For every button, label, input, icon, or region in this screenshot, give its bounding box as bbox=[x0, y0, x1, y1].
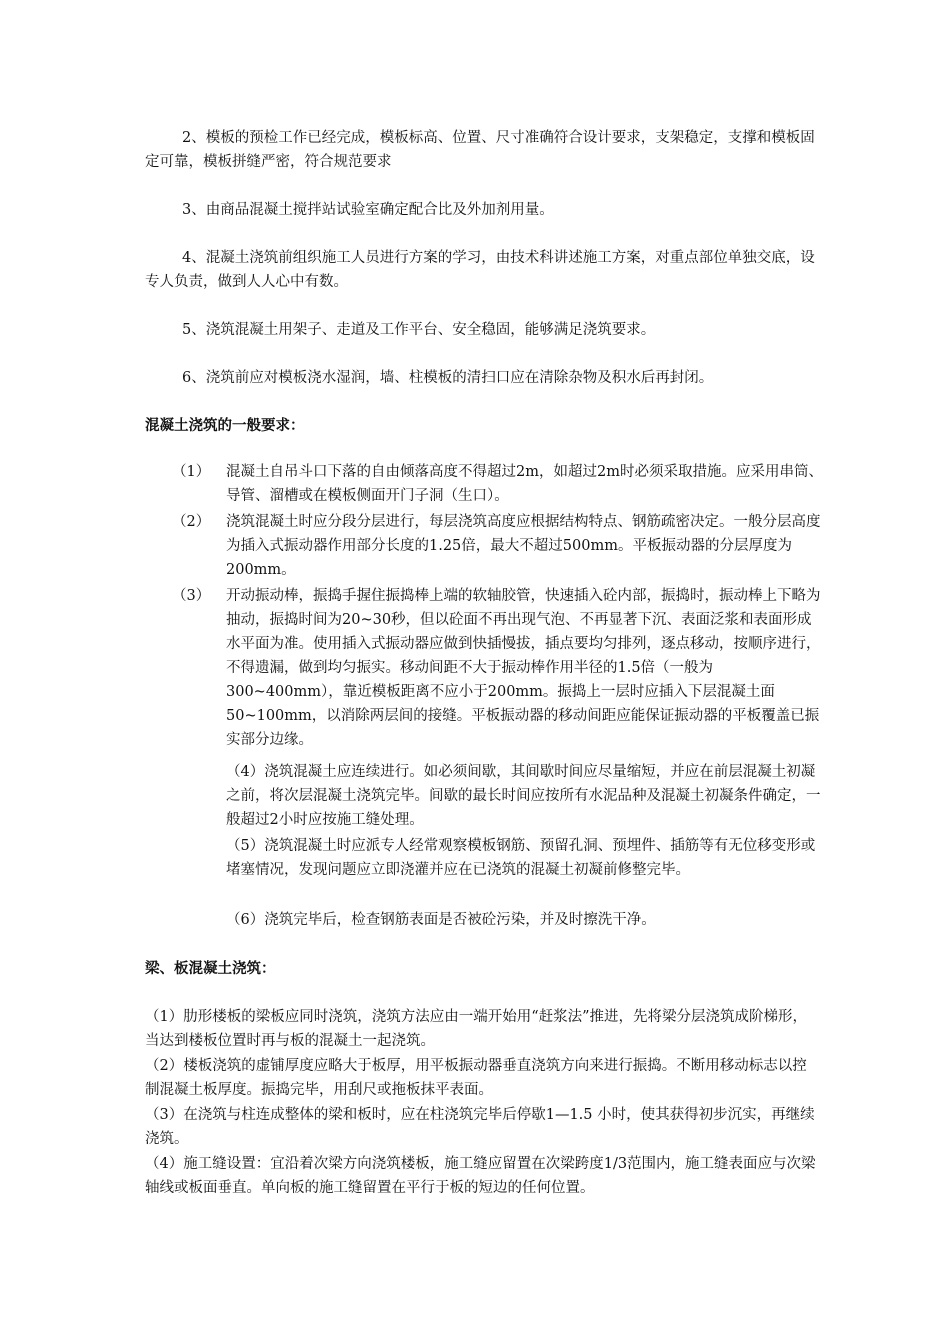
beam-paragraph-3: （3）在浇筑与柱连成整体的梁和板时，应在柱浇筑完毕后停歇1—1.5 小时，使其获得初步沉实，再继续浇筑。 bbox=[145, 1107, 815, 1147]
list-item-text: 开动振动棒，振捣手握住振捣棒上端的软轴胶管，快速插入砼内部，振捣时，振动棒上下略为抽动，振捣时间为20~30秒，但以砼面不再出现气泡、不再显著下沉、表面泛浆和表面形成水平面为准。使用插入式振动器应做到快插慢拔，插点要均匀排列，逐点移动，按顺序进行，不得遗漏，做到均匀振实。移动间距不大于振动棒作用半径的1.5倍（一般为300~400mm），靠近模板距离不应小于200mm。振捣上一层时应插入下层混凝土面50~100mm，以消除两层间的接缝。平板振动器的移动间距应能保证振动器的平板覆盖已振实部分边缘。 bbox=[226, 588, 821, 748]
prep-paragraph-2: 2、模板的预检工作已经完成，模板标高、位置、尺寸准确符合设计要求，支架稳定，支撑和模板固定可靠，模板拼缝严密，符合规范要求 bbox=[145, 130, 815, 170]
general-requirements-heading: 混凝土浇筑的一般要求： bbox=[145, 418, 305, 434]
beam-paragraph-4: （4）施工缝设置：宜沿着次梁方向浇筑楼板，施工缝应留置在次梁跨度1/3范围内，施工缝表面应与次梁轴线或板面垂直。单向板的施工缝留置在平行于板的短边的任何位置。 bbox=[145, 1156, 816, 1196]
beam-paragraph-1: （1）肋形楼板的梁板应同时浇筑，浇筑方法应由一端开始用“赶浆法”推进，先将梁分层浇筑成阶梯形，当达到楼板位置时再与板的混凝土一起浇筑。 bbox=[145, 1009, 808, 1049]
general-item-5: （5）浇筑混凝土时应派专人经常观察模板钢筋、预留孔洞、预埋件、插筋等有无位移变形或堵塞情况，发现问题应立即浇灌并应在已浇筑的混凝土初凝前修整完毕。 bbox=[226, 838, 816, 878]
prep-paragraph-4: 4、混凝土浇筑前组织施工人员进行方案的学习，由技术科讲述施工方案，对重点部位单独交底，设专人负责，做到人人心中有数。 bbox=[145, 250, 815, 290]
beam-paragraph-2: （2）楼板浇筑的虚铺厚度应略大于板厚，用平板振动器垂直浇筑方向来进行振捣。不断用移动标志以控制混凝土板厚度。振捣完毕，用刮尺或拖板抹平表面。 bbox=[145, 1058, 807, 1098]
list-item-number: （3） bbox=[172, 588, 211, 604]
list-item-text: 浇筑混凝土时应分段分层进行，每层浇筑高度应根据结构特点、钢筋疏密决定。一般分层高度为插入式振动器作用部分长度的1.25倍，最大不超过500mm。平板振动器的分层厚度为200mm。 bbox=[226, 514, 821, 578]
general-item-6: （6）浇筑完毕后，检查钢筋表面是否被砼污染，并及时擦洗干净。 bbox=[226, 912, 656, 928]
prep-paragraph-3: 3、由商品混凝土搅拌站试验室确定配合比及外加剂用量。 bbox=[182, 202, 554, 218]
beam-slab-heading: 梁、板混凝土浇筑： bbox=[145, 961, 276, 977]
prep-paragraph-6: 6、浇筑前应对模板浇水湿润，墙、柱模板的清扫口应在清除杂物及积水后再封闭。 bbox=[182, 370, 714, 386]
list-item-number: （1） bbox=[172, 464, 211, 480]
prep-paragraph-5: 5、浇筑混凝土用架子、走道及工作平台、安全稳固，能够满足浇筑要求。 bbox=[182, 322, 656, 338]
list-item-text: 混凝土自吊斗口下落的自由倾落高度不得超过2m，如超过2m时必须采取措施。应采用串筒、导管、溜槽或在模板侧面开门子洞（生口）。 bbox=[226, 464, 823, 504]
list-item-number: （2） bbox=[172, 514, 211, 530]
general-item-4: （4）浇筑混凝土应连续进行。如必须间歇，其间歇时间应尽量缩短，并应在前层混凝土初凝之前，将次层混凝土浇筑完毕。间歇的最长时间应按所有水泥品种及混凝土初凝条件确定，一般超过2小时应按施工缝处理。 bbox=[226, 764, 821, 828]
